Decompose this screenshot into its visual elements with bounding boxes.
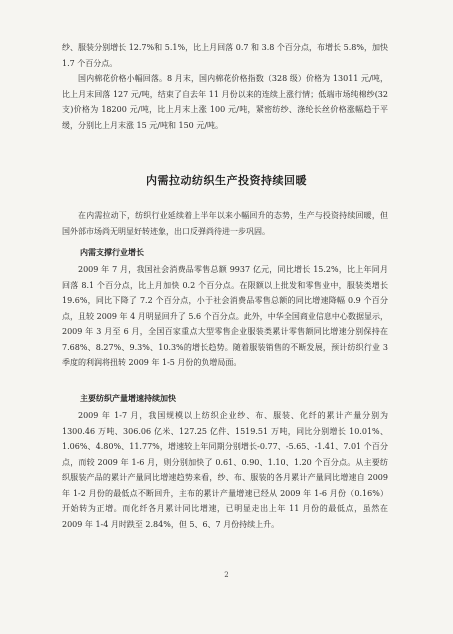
subheading-production-growth: 主要纺织产量增速持续加快	[80, 393, 176, 403]
paragraph-cotton-prices: 国内棉花价格小幅回落。8 月末，国内棉花价格指数（328 级）价格为 13011 元/吨，比上月末回落 127 元/吨，结束了自去年 11 月份以来的连续上涨行情；低端市场纯棉纱(32 支)价格为 18200 元/吨，比上月末上涨 100 元/吨，紧密纺纱、涤纶长丝价格涨幅趋于平缓，分别比上月末涨 15 元/吨和 150 元/吨。	[62, 74, 388, 130]
paragraph-intro: 在内需拉动下，纺织行业延续着上半年以来小幅回升的态势，生产与投资持续回暖，但国外部市场尚无明显好转迹象，出口反弹尚待进一步巩固。	[62, 211, 388, 236]
subheading-domestic-demand: 内需支撑行业增长	[80, 247, 144, 257]
section-title: 内需拉动纺织生产投资持续回暖	[146, 174, 307, 187]
paragraph-production-output: 2009 年 1-7 月，我国规模以上纺织企业纱、布、服装、化纤的累计产量分别为 1300.46 万吨、306.06 亿米、127.25 亿件、1519.51 万吨，同比分别增长 10.01%、1.06%、4.80%、11.77%，增速较上年同期分别增长-0.77、-5.65、-1.41、7.01 个百分点，而较 2009 年 1-6 月，则分别加快了 0.61、0.90、1.10、1.20 个百分点。从主要纺织服装产品的累计产量同比增速趋势来看，纱、布、服装的各月累计产量同比增速自 2009 年 1-2 月份的最低点不断回升，主布的累计产量增速已经从 2009 年 1-6 月份（0.16%）开始转为正增。而化纤各月累计同比增速，已明显走出上年 11 月份的最低点，虽然在 2009 年 1-4 月时跌至 2.84%，但 5、6、7 月份持续上升。	[62, 411, 388, 529]
paragraph-cotton-yarn-growth: 纱、服装分别增长 12.7%和 5.1%，比上月回落 0.7 和 3.8 个百分点，布增长 5.8%，加快 1.7 个百分点。	[62, 43, 388, 68]
paragraph-retail-sales: 2009 年 7 月，我国社会消费品零售总额 9937 亿元，同比增长 15.2%，比上年同月回落 8.1 个百分点，比上月加快 0.2 个百分点。在限额以上批发和零售业中，服装类增长 19.6%，同比下降了 7.2 个百分点，小于社会消费品零售总额的同比增速降幅 0.9 个百分点，且较 2009 年 4 月明显回升了 5.6 个百分点。此外，中华全国商业信息中心数据显示，2009 年 3 月至 6 月，全国百家重点大型零售企业服装类累计零售额同比增速分别保持在 7.68%、8.27%、9.3%、10.3%的增长趋势。随着服装销售的不断发展，预计纺织行业 3 季度的利润将扭转 2009 年 1-5 月份的负增局面。	[62, 265, 388, 367]
page-number: 2	[224, 571, 229, 579]
